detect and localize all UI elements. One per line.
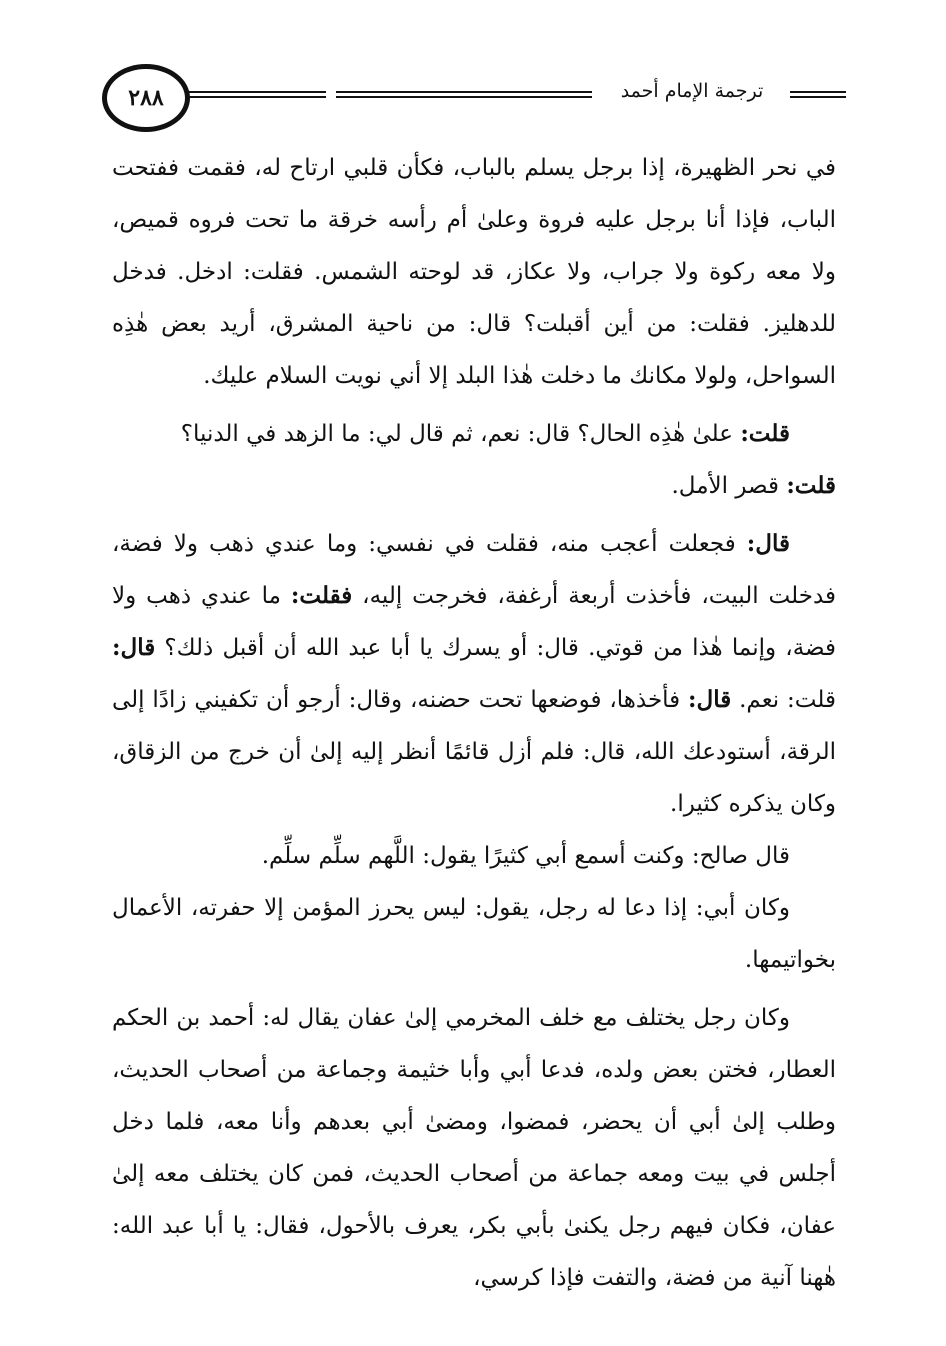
- page-number-frame: [102, 64, 190, 132]
- page-header: [100, 58, 846, 138]
- paragraph-text: فأخذها، فوضعها تحت حضنه، وقال: أرجو أن تكفيني زادًا إلى الرقة، أستودعك الله، قال: فلم أزل قائمًا أنظر إليه إلىٰ أن خرج من الزقاق، وكان يذكره كثيرا.: [112, 687, 836, 817]
- paragraph-6: وكان أبي: إذا دعا له رجل، يقول: ليس يحرز المؤمن إلا حفرته، الأعمال بخواتيمها.: [112, 895, 836, 973]
- paragraph-text: قصر الأمل.: [671, 473, 779, 499]
- page-number: ٢٨٨: [128, 85, 164, 111]
- header-rule-left: [184, 91, 326, 98]
- paragraph-7: وكان رجل يختلف مع خلف المخرمي إلىٰ عفان يقال له: أحمد بن الحكم العطار، فختن بعض ولده، فدعا أبي وأبا خثيمة وجماعة من أصحاب الحديث، وطلب إلىٰ أبي أن يحضر، فمضوا، ومضىٰ أبي بعدهم وأنا معه، فلما دخل أجلس في بيت ومعه جماعة من أصحاب الحديث، فمن كان يختلف معه إلىٰ عفان، فكان فيهم رجل يكنىٰ بأبي بكر، يعرف بالأحول، فقال: يا أبا عبد الله: هٰهنا آنية من فضة، والتفت فإذا كرسي،: [112, 1005, 836, 1291]
- speaker-label: قال:: [688, 686, 732, 713]
- paragraph-4: [112, 518, 836, 830]
- paragraph-text: ما عندي ذهب ولا فضة، وإنما هٰذا من قوتي. قال: أو يسرك يا أبا عبد الله أن أقبل ذلك؟: [112, 583, 836, 661]
- speaker-label: فقلت:: [290, 582, 353, 609]
- paragraph-2: [112, 408, 836, 460]
- speaker-label: قلت:: [740, 420, 790, 447]
- paragraph-5: قال صالح: وكنت أسمع أبي كثيرًا يقول: اللَّهم سلِّم سلِّم.: [261, 843, 790, 869]
- header-rule-right: [790, 91, 846, 98]
- paragraph-text: فجعلت أعجب منه، فقلت في نفسي: وما عندي ذهب ولا فضة، فدخلت البيت، فأخذت أربعة أرغفة، فخرجت إليه،: [112, 531, 837, 609]
- paragraph-3: [112, 460, 836, 512]
- main-text: [112, 142, 836, 1304]
- paragraph-1: في نحر الظهيرة، إذا برجل يسلم بالباب، فكأن قلبي ارتاح له، فقمت ففتحت الباب، فإذا أنا برجل عليه فروة وعلىٰ أم رأسه خرقة ما تحت فروه قميص، ولا معه ركوة ولا جراب، ولا عكاز، قد لوحته الشمس. فقلت: ادخل. فدخل للدهليز. فقلت: من أين أقبلت؟ قال: من ناحية المشرق، أريد بعض هٰذِه السواحل، ولولا مكانك ما دخلت هٰذا البلد إلا أني نويت السلام عليك.: [112, 155, 836, 389]
- paragraph-text: قلت: نعم.: [739, 687, 836, 713]
- running-title: ترجمة الإمام أحمد: [620, 80, 764, 102]
- paragraph-text: علىٰ هٰذِه الحال؟ قال: نعم، ثم قال لي: ما الزهد في الدنيا؟: [180, 421, 733, 447]
- speaker-label: قال:: [112, 634, 156, 661]
- speaker-label: قلت:: [786, 472, 836, 499]
- header-rule-middle: [336, 91, 592, 98]
- speaker-label: قال:: [746, 530, 791, 557]
